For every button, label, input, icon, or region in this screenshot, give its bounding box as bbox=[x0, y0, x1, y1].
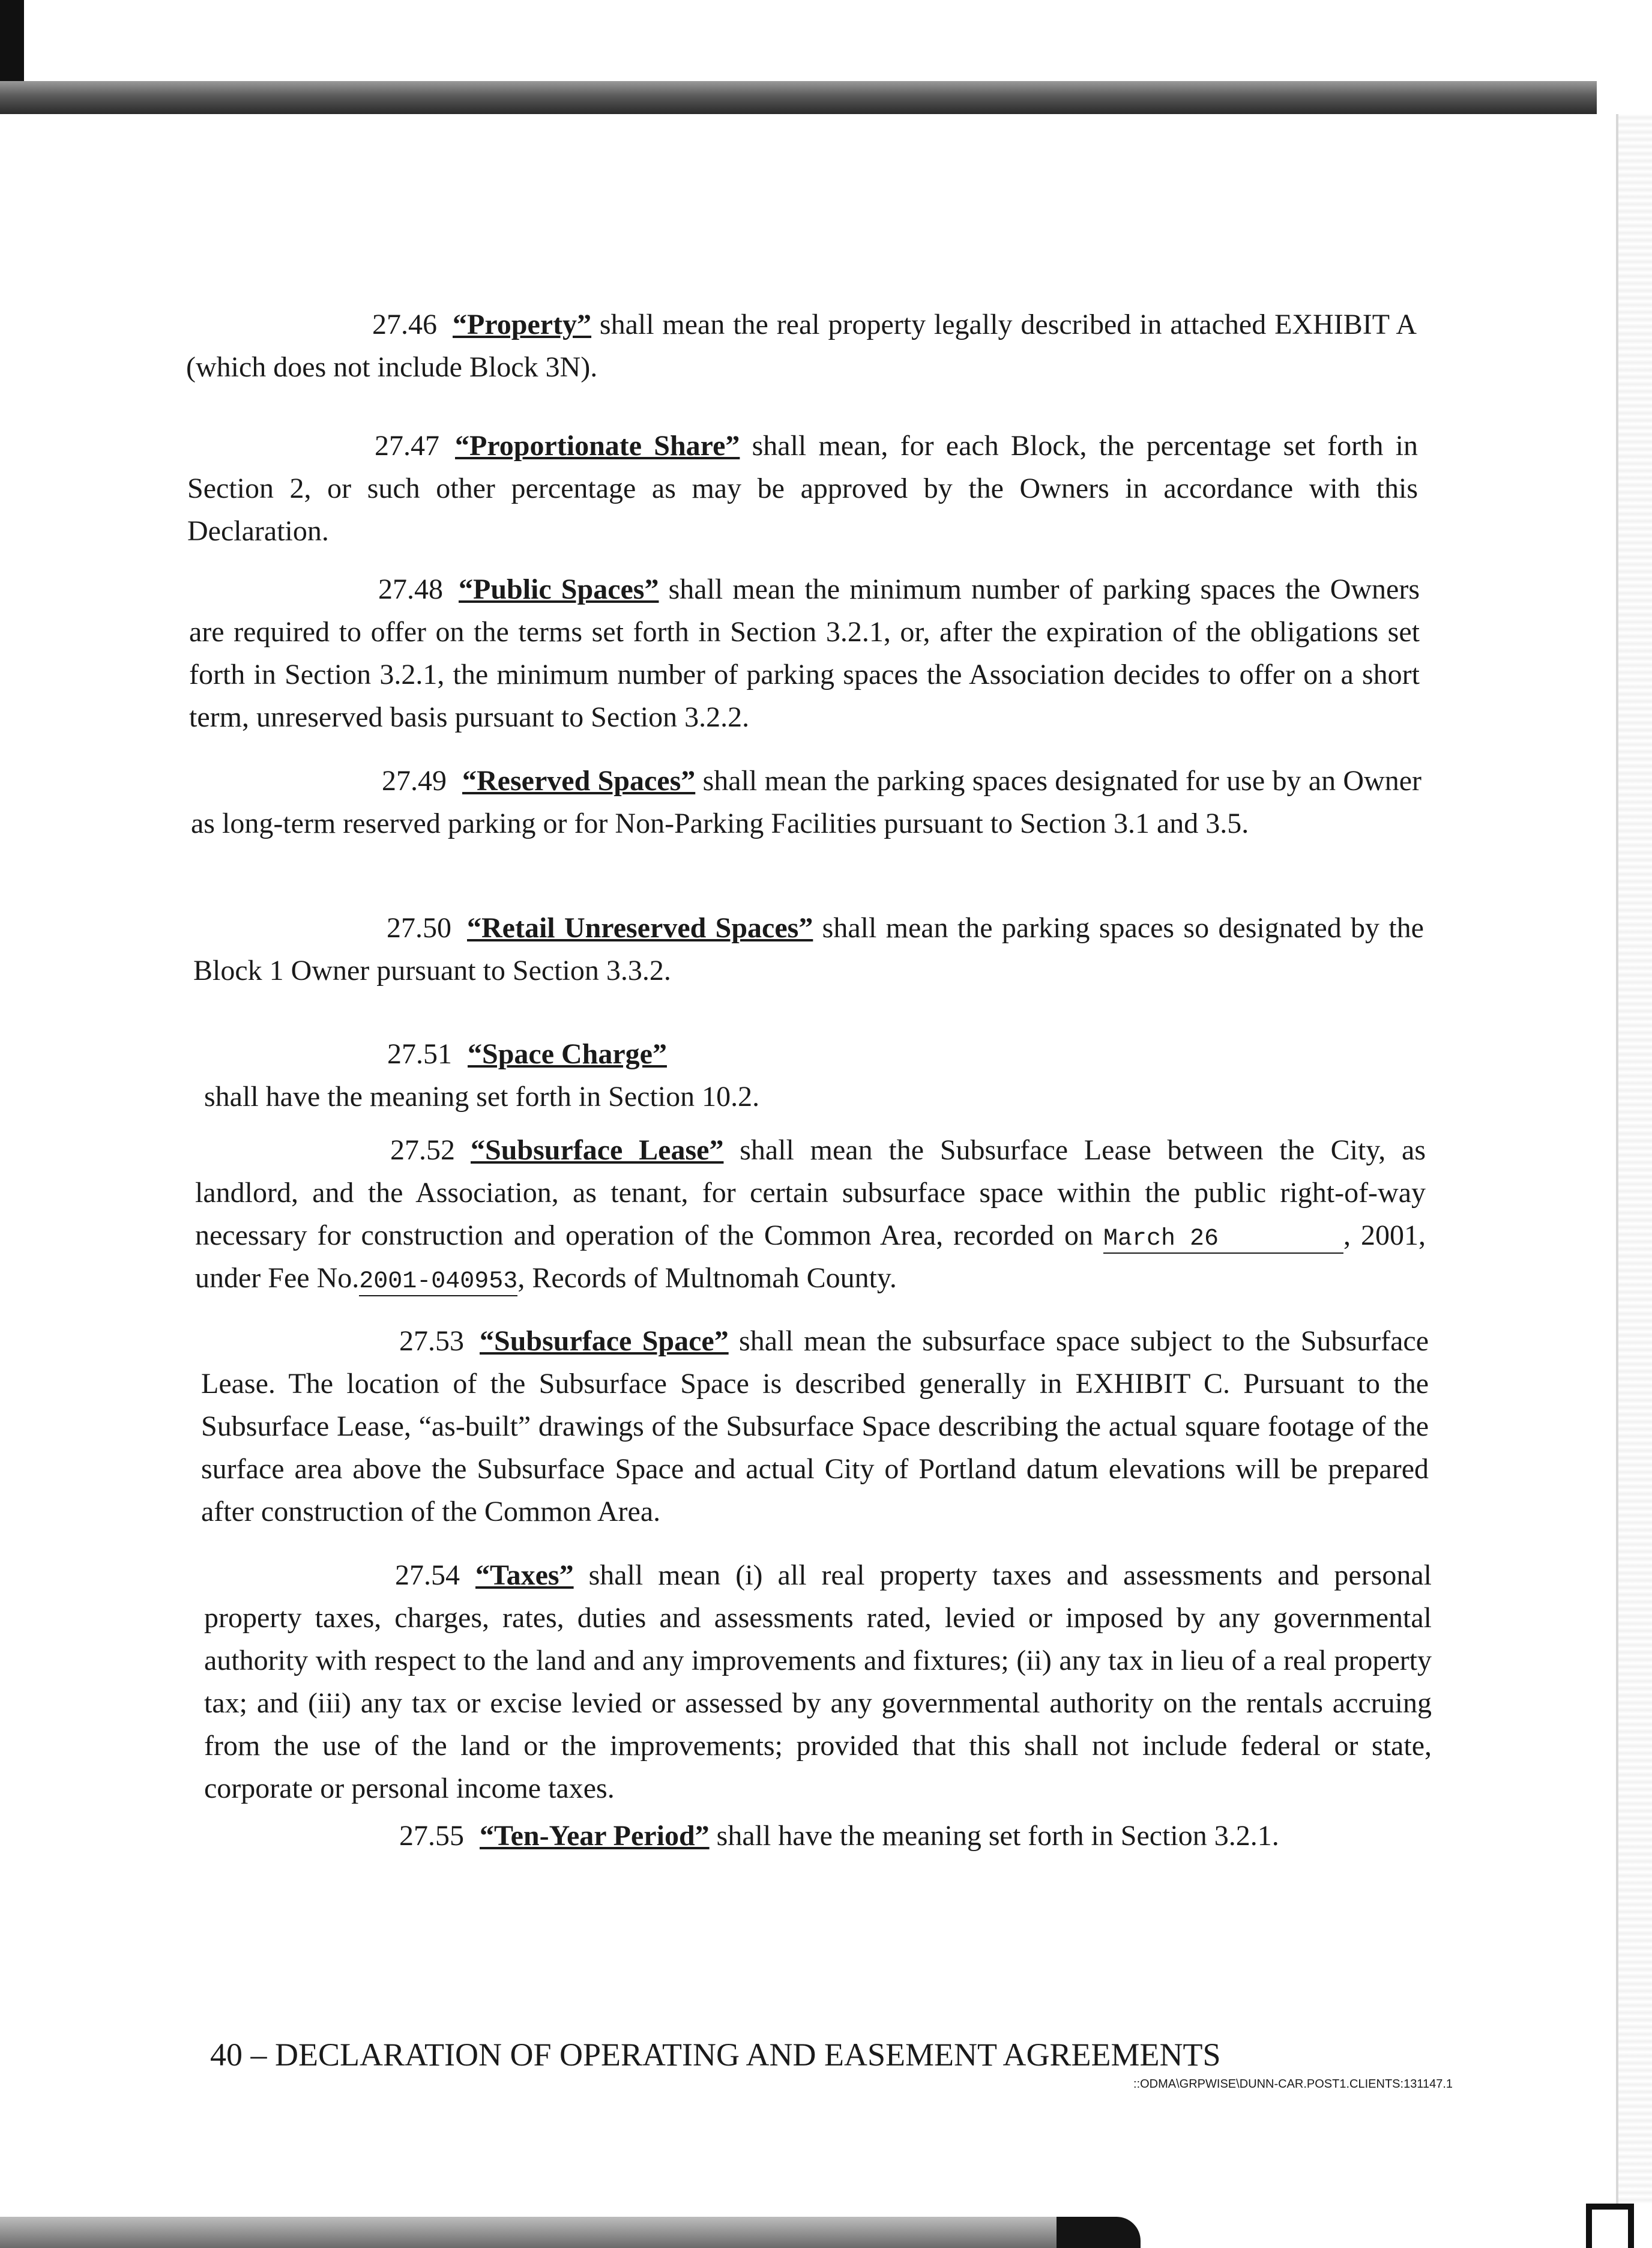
definition-number: 27.54 bbox=[395, 1559, 460, 1591]
definition-27-47 bbox=[187, 425, 1418, 552]
definition-text-end: , Records of Multnomah County. bbox=[517, 1262, 897, 1294]
recording-date-field: March 26 bbox=[1103, 1226, 1343, 1254]
definition-number: 27.48 bbox=[378, 573, 443, 605]
definition-number: 27.49 bbox=[382, 765, 447, 797]
definition-number: 27.53 bbox=[399, 1325, 464, 1357]
definition-text: shall mean the Subsurface Lease between the City, as landlord, and the Association, as tenant, for certain subsurface space within the public right-of-way necessary for construction and operation of the Common Area, recorded on bbox=[195, 1134, 1426, 1251]
definition-text: shall mean, for each Block, the percentage set forth in Section 2, or such other percentage as may be approved by the Owners in accordance with this Declaration. bbox=[187, 430, 1418, 547]
definition-term: “Ten-Year Period” bbox=[480, 1820, 710, 1852]
definition-text: shall mean the minimum number of parking spaces the Owners are required to offer on the terms set forth in Section 3.2.1, or, after the expiration of the obligations set forth in Section 3.2.1, the minimum number of parking spaces the Association decides to offer on a short term, unreserved basis pursuant to Section 3.2.2. bbox=[189, 573, 1420, 733]
definition-27-53 bbox=[201, 1320, 1429, 1533]
definition-text-mid: , 2001, under Fee No. bbox=[195, 1219, 1426, 1294]
definition-number: 27.47 bbox=[375, 430, 439, 462]
definition-text: shall have the meaning set forth in Section 3.2.1. bbox=[716, 1820, 1279, 1852]
definition-term: “Space Charge” bbox=[468, 1038, 667, 1070]
definition-number: 27.46 bbox=[372, 309, 437, 340]
definition-number: 27.51 bbox=[387, 1038, 452, 1070]
definition-27-48 bbox=[189, 568, 1420, 739]
definition-text: shall have the meaning set forth in Section 10.2. bbox=[204, 1081, 760, 1113]
definition-term: “Subsurface Space” bbox=[480, 1325, 729, 1357]
definition-term: “Subsurface Lease” bbox=[471, 1134, 724, 1166]
definition-27-54 bbox=[204, 1554, 1432, 1810]
definition-term: “Taxes” bbox=[475, 1559, 574, 1591]
definition-27-50 bbox=[193, 907, 1424, 992]
definition-27-51 bbox=[204, 1033, 1423, 1118]
definition-text: shall mean the subsurface space subject to the Subsurface Lease. The location of the Subsurface Space is described generally in EXHIBIT C. Pursuant to the Subsurface Lease, “as-built” drawings of the Subsurface Space describing the actual square footage of the surface area above the Subsurface Space and actual City of Portland datum elevations will be prepared after construction of the Common Area. bbox=[201, 1325, 1429, 1527]
definition-term: “Public Spaces” bbox=[459, 573, 659, 605]
definition-27-55 bbox=[399, 1814, 1432, 1857]
definition-term: “Property” bbox=[453, 309, 592, 340]
fee-number-field: 2001-040953 bbox=[359, 1268, 518, 1295]
definition-27-46 bbox=[186, 303, 1417, 388]
definition-term: “Retail Unreserved Spaces” bbox=[467, 912, 813, 944]
definition-text: shall mean the parking spaces designated for use by an Owner as long-term reserved parking or for Non-Parking Facilities pursuant to Section 3.1 and 3.5. bbox=[191, 765, 1422, 839]
definition-number: 27.52 bbox=[390, 1134, 455, 1166]
definition-number: 27.50 bbox=[387, 912, 451, 944]
definition-term: “Reserved Spaces” bbox=[462, 765, 696, 797]
definition-27-49 bbox=[191, 760, 1421, 845]
definition-term: “Proportionate Share” bbox=[455, 430, 740, 462]
definition-27-52 bbox=[195, 1129, 1426, 1299]
document-path-label: ::ODMA\GRPWISE\DUNN-CAR.POST1.CLIENTS:131147.1 bbox=[1133, 2077, 1453, 2091]
definition-text: shall mean the parking spaces so designated by the Block 1 Owner pursuant to Section 3.3.2. bbox=[193, 912, 1424, 987]
page-footer-title: 40 – DECLARATION OF OPERATING AND EASEMENT AGREEMENTS bbox=[210, 2037, 1221, 2073]
definition-text: shall mean (i) all real property taxes and assessments and personal property taxes, charges, rates, duties and assessments rated, levied or imposed by any governmental authority with respect to the land and any improvements and fixtures; (ii) any tax in lieu of a real property tax; and (iii) any tax or excise levied or assessed by any governmental authority on the rentals accruing from the use of the land or the improvements; provided that this shall not include federal or state, corporate or personal income taxes. bbox=[204, 1559, 1432, 1804]
definition-text: shall mean the real property legally described in attached EXHIBIT A (which does not include Block 3N). bbox=[186, 309, 1417, 383]
definition-number: 27.55 bbox=[399, 1820, 464, 1852]
